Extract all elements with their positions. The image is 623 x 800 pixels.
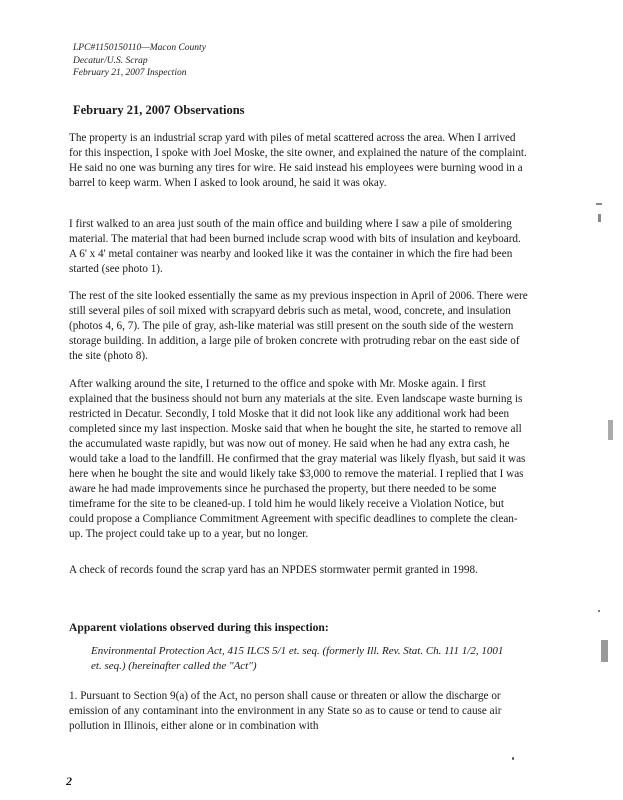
scan-mark (608, 420, 613, 440)
paragraph-4: After walking around the site, I returned to the office and spoke with Mr. Moske again. I first explained that the business should not burn any materials at the site. Even landscape waste burning is restricted in Decatur. Secondly, I told Moske that it did not look like any additional work had been completed since my last inspection. Moske said that when he bought the site, he started to remove all the accumulated waste rapidly, but was now out of money. He said when he had any extra cash, he would take a load to the landfill. He confirmed that the gray material was likely flyash, but said it was here when he bought the site and would likely take $3,000 to remove the material. I replied that I was aware he had made improvements since he purchased the property, but there needed to be some timeframe for the site to be cleaned-up. I told him he would likely receive a Violation Notice, but could propose a Compliance Commitment Agreement with specific deadlines to complete the clean-up. The project could take up to a year, but no longer. (69, 378, 526, 540)
paragraph-2: I first walked to an area just south of the main office and building where I saw a pile of smoldering material. The material that had been burned include scrap wood with bits of insulation and keyboard. A 6' x 4' metal container was nearby and looked like it was the container in which the fire had been started (see photo 1). (69, 218, 521, 275)
scan-speck (598, 610, 600, 612)
violation-1: 1. Pursuant to Section 9(a) of the Act, no person shall cause or threaten or allow the discharge or emission of any contaminant into the environment in any State so as to cause or tend to cause air pollution in Illinois, either alone or in combination with (69, 690, 502, 732)
scan-mark (596, 203, 602, 205)
document-header (73, 42, 373, 80)
violations-title: Apparent violations observed during this inspection: (69, 621, 329, 634)
page-number: 2 (66, 774, 72, 788)
header-inspection-date: February 21, 2007 Inspection (73, 68, 187, 78)
scan-mark (601, 640, 608, 662)
scan-mark (598, 214, 601, 222)
paragraph-5: A check of records found the scrap yard has an NPDES stormwater permit granted in 1998. (69, 564, 478, 576)
paragraph-3: The rest of the site looked essentially the same as my previous inspection in April of 2006. There were still several piles of soil mixed with scrapyard debris such as metal, wood, concrete, and insulation (photos 4, 6, 7). The pile of gray, ash-like material was still present on the south side of the western storage building. In addition, a large pile of broken concrete with protruding rebar on the east side of the site (photo 8). (69, 290, 528, 362)
header-site-name: Decatur/U.S. Scrap (73, 55, 148, 66)
paragraph-1: The property is an industrial scrap yard with piles of metal scattered across the area. When I arrived for this inspection, I spoke with Joel Moske, the site owner, and explained the nature of the complaint. He said no one was burning any tires for wire. He said instead his employees were burning wood in a barrel to keep warm. When I asked to look around, he said it was okay. (69, 132, 527, 189)
section-title: February 21, 2007 Observations (73, 103, 245, 117)
scan-speck (512, 757, 514, 760)
header-case-number: LPC#1150150110—Macon County (73, 43, 206, 53)
statute-citation: Environmental Protection Act, 415 ILCS 5/1 et. seq. (formerly Ill. Rev. Stat. Ch. 111 1/2, 1001 et. seq.) (hereinafter called the "Act") (91, 645, 504, 672)
